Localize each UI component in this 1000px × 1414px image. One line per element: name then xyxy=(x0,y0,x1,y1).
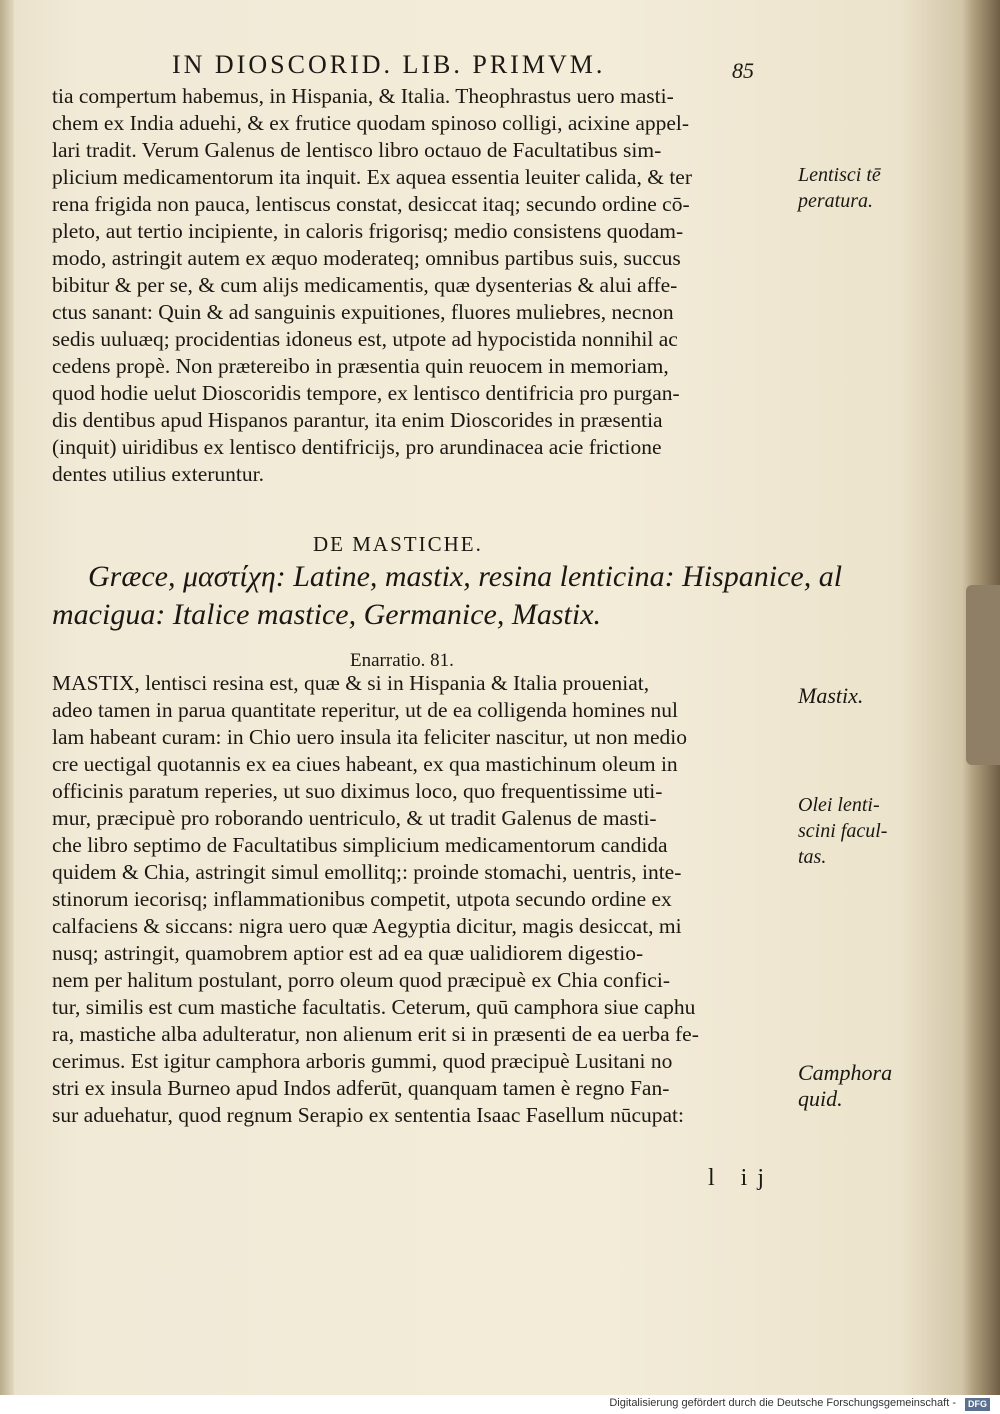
text-line: tia compertum habemus, in Hispania, & Italia. Theophrastus uero masti- xyxy=(52,84,674,108)
margin-note-line: tas. xyxy=(798,846,827,868)
text-line: MASTIX, lentisci resina est, quæ & si in Hispania & Italia proueniat, xyxy=(52,671,650,695)
margin-note-lentisci xyxy=(798,162,928,214)
enarratio-title: Enarratio. 81. xyxy=(350,650,454,671)
text-line: stinorum iecorisq; inflammationibus competit, utpota secundo ordine ex xyxy=(52,887,672,911)
margin-note-line: Mastix. xyxy=(798,683,864,708)
text-line: dis dentibus apud Hispanos parantur, ita enim Dioscorides in præsentia xyxy=(52,408,663,432)
folio-number: 85 xyxy=(732,58,754,83)
margin-note-line: quid. xyxy=(798,1086,843,1111)
footer-bar xyxy=(0,1395,1000,1414)
margin-note-line: Lentisci tē xyxy=(798,164,881,186)
running-header: IN DIOSCORID. LIB. PRIMVM. xyxy=(172,50,606,79)
text-line: nusq; astringit, quamobrem aptior est ad ea quæ ualidiorem digestio- xyxy=(52,941,644,965)
text-line: che libro septimo de Facultatibus simplicium medicamentorum candida xyxy=(52,833,668,857)
margin-note-mastix xyxy=(798,683,928,709)
text-line: calfaciens & siccans: nigra uero quæ Aegyptia dicitur, magis desiccat, mi xyxy=(52,914,682,938)
text-line: nem per halitum postulant, porro oleum quod præcipuè ex Chia confici- xyxy=(52,968,670,992)
text-line: pleto, aut tertio incipiente, in caloris frigorisq; medio consistens quodam- xyxy=(52,219,684,243)
names-line-2: macigua: Italice mastice, Germanice, Mastix. xyxy=(52,598,602,631)
text-line: (inquit) uiridibus ex lentisco dentifricijs, pro arundinacea acie frictione xyxy=(52,435,662,459)
margin-note-olei xyxy=(798,792,928,870)
margin-note-line: peratura. xyxy=(798,190,873,212)
text-line: dentes utilius exteruntur. xyxy=(52,462,264,486)
text-line: lari tradit. Verum Galenus de lentisco libro octauo de Facultatibus sim- xyxy=(52,138,662,162)
margin-note-line: scini facul- xyxy=(798,820,888,842)
dfg-logo[interactable]: DFG xyxy=(965,1398,990,1411)
text-line: lam habeant curam: in Chio uero insula ita feliciter nascitur, ut non medio xyxy=(52,725,687,749)
text-block-lentiscus xyxy=(52,83,792,488)
text-line: cedens propè. Non prætereibo in præsentia quin reuocem in memoriam, xyxy=(52,354,669,378)
text-line: rena frigida non pauca, lentiscus constat, desiccat itaq; secundo ordine cō- xyxy=(52,192,690,216)
text-line: cre uectigal quotannis ex ea ciues habeant, ex qua mastichinum oleum in xyxy=(52,752,678,776)
text-line: stri ex insula Burneo apud Indos adferūt, quanquam tamen è regno Fan- xyxy=(52,1076,670,1100)
text-line: tur, similis est cum mastiche facultatis. Ceterum, quū camphora siue caphu xyxy=(52,995,696,1019)
text-line: plicium medicamentorum ita inquit. Ex aquea essentia leuiter calida, & ter xyxy=(52,165,693,189)
text-line: bibitur & per se, & cum alijs medicamentis, quæ dysenterias & alui affe- xyxy=(52,273,678,297)
funding-credit: Digitalisierung gefördert durch die Deutsche Forschungsgemeinschaft - xyxy=(609,1397,956,1409)
page-gutter xyxy=(0,0,14,1395)
text-line: ra, mastiche alba adulteratur, non alienum erit si in præsenti de ea uerba fe- xyxy=(52,1022,699,1046)
text-line: cerimus. Est igitur camphora arboris gummi, quod præcipuè Lusitani no xyxy=(52,1049,673,1073)
margin-note-line: Olei lenti- xyxy=(798,794,880,816)
text-line: sur aduehatur, quod regnum Serapio ex sententia Isaac Fasellum nūcupat: xyxy=(52,1103,685,1127)
text-line: mur, præcipuè pro roborando uentriculo, & ut tradit Galenus de masti- xyxy=(52,806,657,830)
text-line: sedis uuluæq; procidentias idoneus est, utpote ad hypocistida nonnihil ac xyxy=(52,327,678,351)
text-line: modo, astringit autem ex æquo moderateq; omnibus partibus suis, succus xyxy=(52,246,681,270)
text-block-mastix xyxy=(52,670,792,1129)
text-line: quidem & Chia, astringit simul emollitq;: proinde stomachi, uentris, inte- xyxy=(52,860,682,884)
text-line: chem ex India aduehi, & ex frutice quodam spinoso colligi, acixine appel- xyxy=(52,111,690,135)
page-tab-marker xyxy=(966,585,1000,765)
text-line: ctus sanant: Quin & ad sanguinis expuitiones, fluores muliebres, necnon xyxy=(52,300,674,324)
text-line: adeo tamen in parua quantitate reperitur, ut de ea colligenda homines nul xyxy=(52,698,678,722)
margin-note-camphora xyxy=(798,1060,928,1112)
margin-note-line: Camphora xyxy=(798,1060,893,1085)
text-line: quod hodie uelut Dioscoridis tempore, ex lentisco dentifricia pro purgan- xyxy=(52,381,680,405)
text-line: officinis paratum reperies, ut suo diximus loco, quo frequentissime uti- xyxy=(52,779,663,803)
names-line-1: Græce, μαστίχη: Latine, mastix, resina lenticina: Hispanice, al xyxy=(88,560,843,593)
section-heading: DE MASTICHE. xyxy=(313,532,483,556)
signature-mark: l ij xyxy=(708,1165,775,1191)
